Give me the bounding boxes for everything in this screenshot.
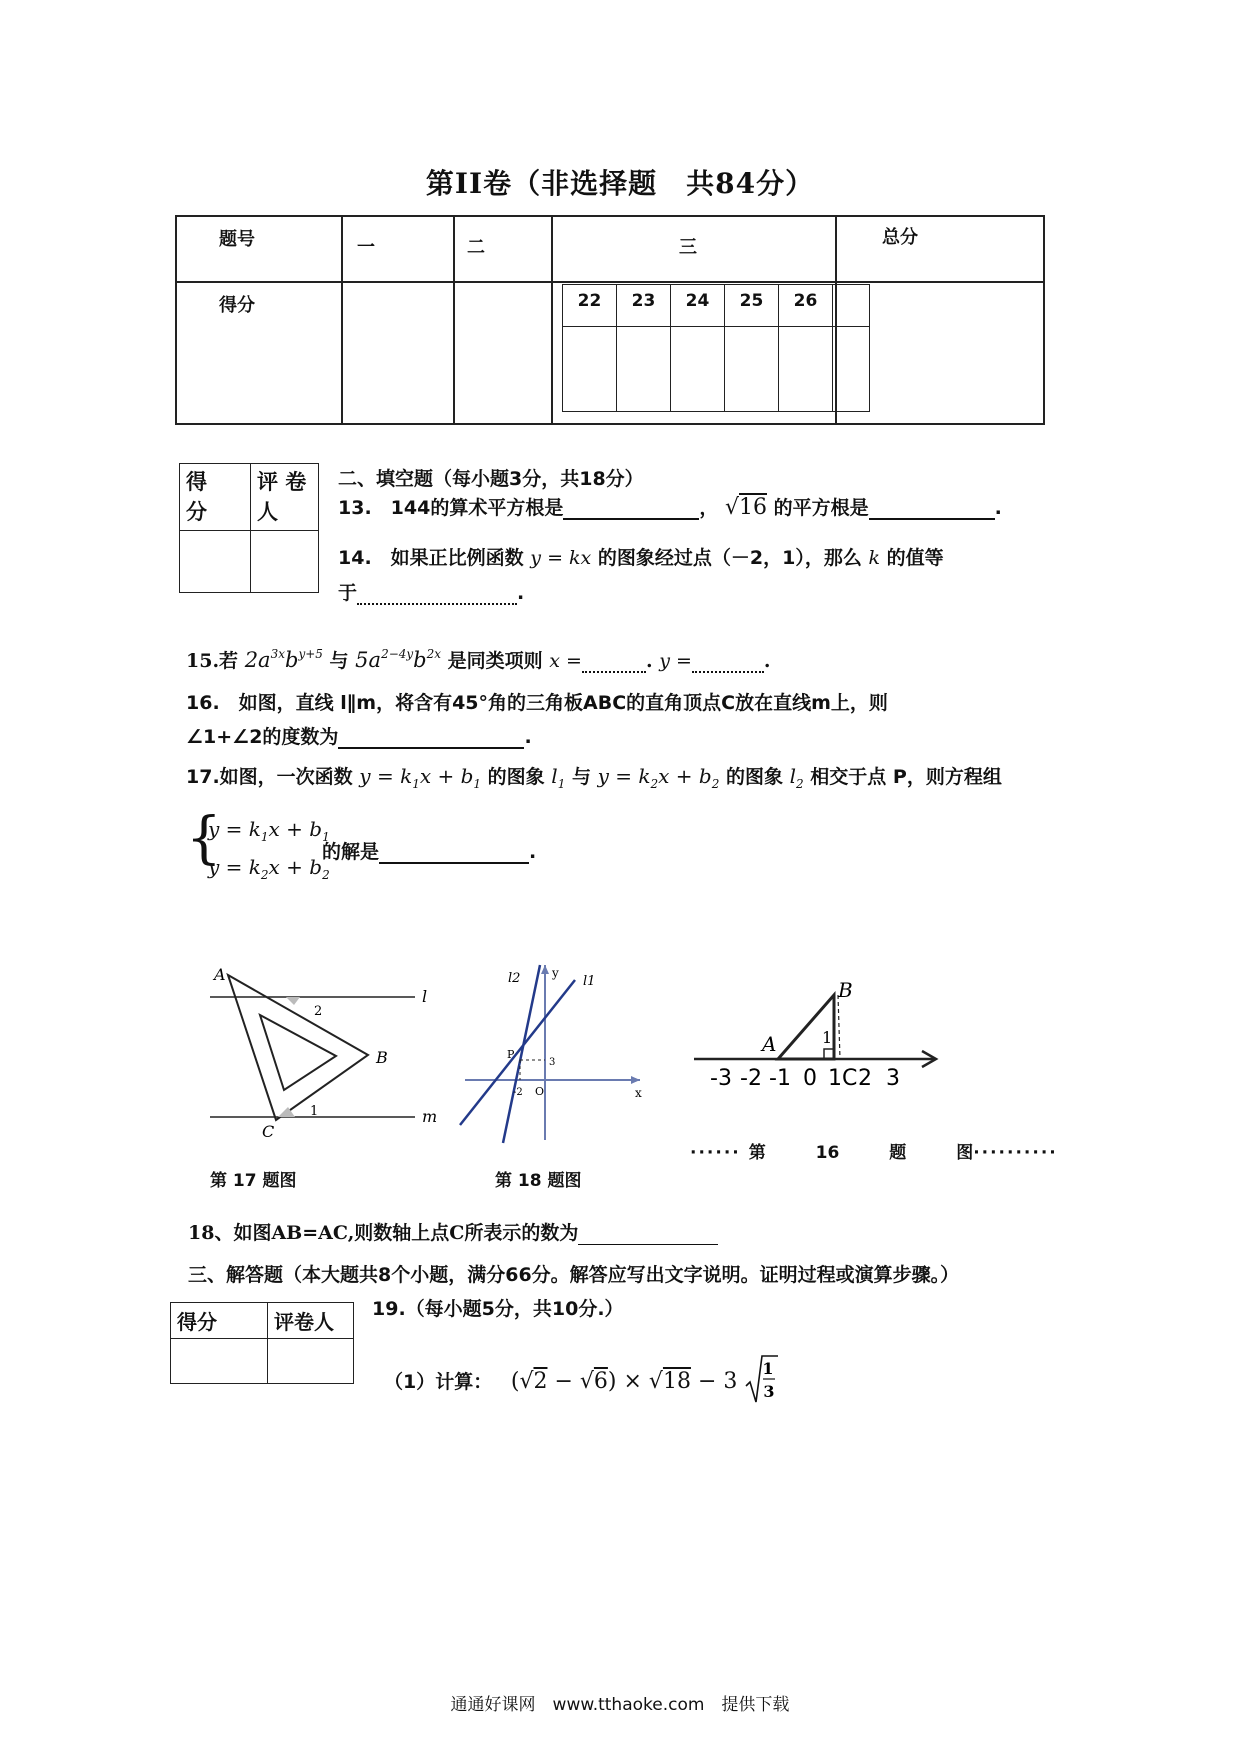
- sub-score-cell[interactable]: [725, 327, 779, 412]
- grader-name-cell[interactable]: [268, 1339, 354, 1384]
- question-19-1: （1）计算： (√2 − √6) × √18 − 3 1 3: [384, 1358, 780, 1406]
- answer-blank[interactable]: [357, 603, 517, 605]
- label-m: m: [422, 1107, 438, 1126]
- score-table-total: 总分: [836, 216, 1044, 282]
- sub-score-cell[interactable]: [833, 327, 870, 412]
- question-13: 13. 144的算术平方根是 ， √16 的平方根是 .: [338, 495, 1002, 520]
- answer-blank[interactable]: [338, 747, 524, 749]
- answer-blank-x[interactable]: [582, 671, 646, 673]
- label-A: A: [762, 1032, 777, 1056]
- sub-number: 23: [617, 285, 671, 327]
- score-cell-sec1[interactable]: [342, 282, 454, 424]
- grader-box-2: [170, 1302, 354, 1384]
- grader-box: [179, 463, 319, 593]
- answer-blank[interactable]: [869, 518, 995, 520]
- figure-16: [690, 955, 950, 1095]
- sub-number: 22: [563, 285, 617, 327]
- label-l2: l2: [508, 971, 521, 986]
- tick-0: 0: [803, 1066, 817, 1091]
- score-table-sec1: 一: [342, 216, 454, 282]
- sub-number: 26: [779, 285, 833, 327]
- label-x: x: [635, 1086, 642, 1100]
- question-18: 18、如图AB=AC,则数轴上点C所表示的数为: [188, 1218, 718, 1245]
- tick-minus1: -1: [769, 1066, 791, 1091]
- question-17: 17.如图，一次函数 $y = k_1x + b_1$ 的图象 $l_1$ 与 $y = k_2x + b_2$ 的图象 $l_2$ 相交于点 P，则方程组: [186, 764, 1002, 791]
- answer-blank[interactable]: [578, 1244, 718, 1245]
- tick-2: 2: [858, 1066, 872, 1091]
- score-cell-sec2[interactable]: [454, 282, 552, 424]
- label-l: l: [422, 987, 428, 1006]
- tick-minus2: -2: [740, 1066, 762, 1091]
- grader-name-cell[interactable]: [251, 531, 319, 593]
- sub-score-table: [562, 284, 870, 412]
- sub-score-cell[interactable]: [779, 327, 833, 412]
- question-19: 19.（每小题5分，共10分.）: [372, 1298, 624, 1320]
- tick-C: C: [842, 1066, 858, 1091]
- figure-17: [200, 955, 440, 1140]
- answer-blank[interactable]: [563, 518, 699, 520]
- label-1: 1: [822, 1028, 833, 1047]
- figure-18-caption: 第 18 题图: [495, 1171, 582, 1191]
- sub-number: 24: [671, 285, 725, 327]
- label-minus2: -2: [513, 1087, 523, 1098]
- svg-text:1: 1: [762, 1359, 774, 1378]
- tick-minus3: -3: [710, 1066, 732, 1091]
- label-O: O: [535, 1085, 545, 1098]
- label-C: C: [262, 1122, 275, 1140]
- label-B: B: [376, 1048, 388, 1067]
- figure-18: [455, 955, 655, 1145]
- figure-16-caption: ······ 第 16 题 图··········: [690, 1143, 1058, 1163]
- page-footer: 通通好课网 www.tthaoke.com 提供下载: [450, 1695, 790, 1715]
- angle-label-2: 2: [314, 1004, 323, 1019]
- figure-17-caption: 第 17 题图: [210, 1171, 297, 1191]
- question-14: 14. 如果正比例函数 y = kx 的图象经过点（－2，1），那么 k 的值等: [338, 547, 944, 569]
- label-B: B: [838, 978, 853, 1002]
- question-15: 15.若 $2a^{3x}b^{y+5}$ 与 $5a^{2-4y}b^{2x}$ 是同类项则 x = . y = .: [186, 647, 771, 672]
- sub-score-cell[interactable]: [671, 327, 725, 412]
- question-16: 16. 如图，直线 l∥m，将含有45°角的三角板ABC的直角顶点C放在直线m上，则: [186, 692, 888, 714]
- label-A: A: [214, 965, 226, 984]
- answer-blank-y[interactable]: [692, 671, 764, 673]
- tick-1: 1: [828, 1066, 842, 1091]
- score-table-header-label: 题号: [176, 216, 342, 282]
- grader-score-cell[interactable]: [180, 531, 251, 593]
- sub-number: 25: [725, 285, 779, 327]
- grader-score-label: 得 分: [180, 464, 251, 531]
- question-16-cont: ∠1+∠2的度数为 .: [186, 726, 532, 748]
- grader-name-label: 评 卷 人: [251, 464, 319, 531]
- tick-3: 3: [886, 1066, 900, 1091]
- label-l1: l1: [583, 974, 596, 989]
- page-title: 第II卷（非选择题 共84分）: [425, 167, 815, 200]
- score-table-sec3: 三: [552, 216, 836, 282]
- question-14-cont: 于 .: [338, 582, 525, 604]
- grader-score-label: 得分: [171, 1303, 268, 1339]
- score-table-score-label: 得分: [176, 282, 342, 424]
- score-table-sec2: 二: [454, 216, 552, 282]
- label-y: y: [552, 966, 559, 980]
- sub-score-cell[interactable]: [563, 327, 617, 412]
- svg-text:3: 3: [763, 1382, 775, 1401]
- angle-label-1: 1: [310, 1104, 319, 1119]
- section3-heading: 三、解答题（本大题共8个小题，满分66分。解答应写出文字说明。证明过程或演算步骤。）: [188, 1264, 960, 1286]
- label-3: 3: [549, 1057, 556, 1068]
- sub-blank: [833, 285, 870, 327]
- answer-blank[interactable]: [379, 862, 529, 864]
- grader-name-label: 评卷人: [268, 1303, 354, 1339]
- sub-score-cell[interactable]: [617, 327, 671, 412]
- label-P: P: [507, 1048, 515, 1061]
- section2-heading: 二、填空题（每小题3分，共18分）: [338, 468, 644, 490]
- grader-score-cell[interactable]: [171, 1339, 268, 1384]
